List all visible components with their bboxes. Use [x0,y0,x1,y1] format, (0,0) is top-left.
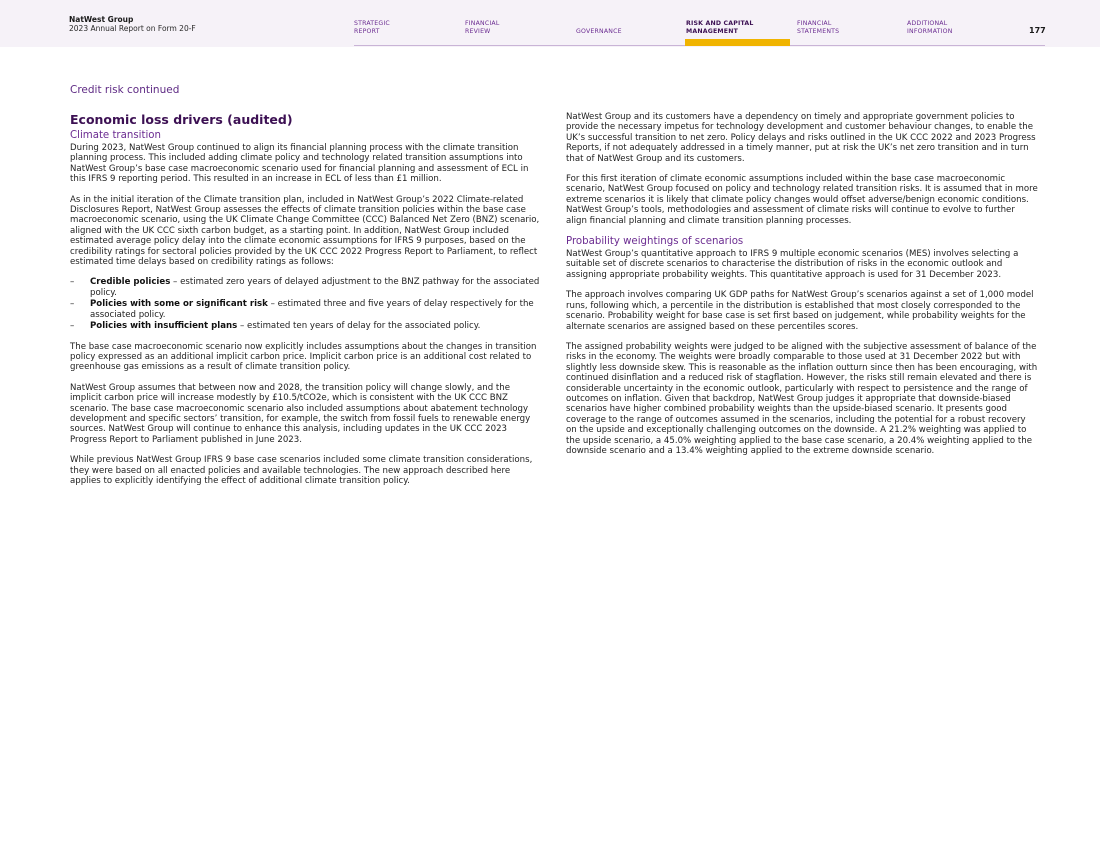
paragraph: NatWest Group and its customers have a dependency on timely and appropriate government policies to provide the necessary impetus for technology development and customer behaviour changes, to enable the UK’s successful transition to net zero. Policy delays and risks outlined in the UK CCC 2022 and 2023 Progress Reports, if not adequately addressed in a timely manner, put at risk the UK’s net zero transition and in turn that of NatWest Group and its customers. [566,112,1036,164]
nav-label-line1: ADDITIONAL [907,20,948,27]
nav-label-line2: REPORT [354,27,380,35]
nav-divider [354,45,685,46]
list-item-term: Policies with some or significant risk [90,299,268,310]
nav-label-line1: GOVERNANCE [576,28,622,35]
paragraph: For this first iteration of climate economic assumptions included within the base case macroeconomic scenario, NatWest Group focused on policy and technology related transition risks. It is assumed that in more extreme scenarios it is likely that climate policy changes would offset adverse/benign economic conditions. NatWest Group’s tools, methodologies and assessment of climate risks will continue to evolve to further align financial planning and climate transition planning processes. [566,174,1038,226]
paragraph: While previous NatWest Group IFRS 9 base case scenarios included some climate transition considerations, they were based on all enacted policies and available technologies. The new approach described here applies to explicitly identifying the effect of additional climate transition policy. [70,455,533,486]
nav-additional-information[interactable] [907,20,987,35]
credibility-list [70,277,542,331]
brand-name: NatWest Group [69,15,134,24]
nav-governance[interactable] [576,28,656,36]
paragraph: As in the initial iteration of the Climate transition plan, included in NatWest Group’s 2022 Climate-related Disclosures Report, NatWest Group assesses the effects of climate transition policies within the base case macroeconomic scenario, using the UK Climate Change Committee (CCC) Balanced Net Zero (BNZ) scenario, aligned with the UK CCC sixth carbon budget, as a starting point. In addition, NatWest Group included estimated average policy delay into the climate economic assumptions for IFRS 9 purposes, based on the credibility ratings for sectoral policies provided by the UK CCC 2022 Progress Report to Parliament, to reflect estimated time delays based on credibility ratings as follows: [70,194,540,268]
nav-financial-statements[interactable] [797,20,877,35]
nav-label-line1: FINANCIAL [797,20,832,27]
nav-financial-review[interactable] [465,20,545,35]
paragraph: The assigned probability weights were judged to be aligned with the subjective assessment of balance of the risks in the economy. The weights were broadly comparable to those used at 31 December 2022 but with slightly less downside skew. This is reasonable as the inflation outturn since then has been encouraging, with continued disinflation and a reduced risk of stagflation. However, the risks still remain elevated and there is considerable uncertainty in the economic outlook, particularly with respect to persistence and the range of outcomes on inflation. Given that backdrop, NatWest Group judges it appropriate that downside-biased scenarios have higher combined probability weights than the upside-biased scenario. It presents good coverage to the range of outcomes assumed in the scenarios, including the potential for a robust recovery on the upside and exceptionally challenging outcomes on the downside. A 21.2% weighting was applied to the upside scenario, a 45.0% weighting applied to the base case scenario, a 20.4% weighting applied to the downside scenario and a 13.4% weighting applied to the extreme downside scenario. [566,341,1038,456]
nav-label-line1: FINANCIAL [465,20,500,27]
left-column [70,112,542,496]
right-column [566,112,1038,466]
subheading-probability-weightings: Probability weightings of scenarios [566,236,744,248]
list-item: – Credible policies – estimated zero years of delayed adjustment to the BNZ pathway for the associated policy. [70,277,540,298]
list-item-text: – estimated three and five years of delay respectively for the associated policy. [90,299,534,320]
paragraph: The base case macroeconomic scenario now explicitly includes assumptions about the changes in transition policy expressed as an additional implicit carbon price. Implicit carbon price is an additional cost related to greenhouse gas emissions as a result of climate transition policy. [70,341,537,373]
list-item: – Policies with insufficient plans – estimated ten years of delay for the associated policy. [70,321,481,332]
section-label: Credit risk continued [70,84,180,96]
paragraph: NatWest Group’s quantitative approach to IFRS 9 multiple economic scenarios (MES) involves selecting a suitable set of discrete scenarios to characterise the distribution of risks in the economic outlook and assigning appropriate probability weights. This quantitative approach is used for 31 December 2023. [566,249,1019,280]
list-item-term: Policies with insufficient plans [90,321,238,332]
header-bar [0,0,1100,47]
nav-label-line2: MANAGEMENT [686,27,739,35]
nav-label-line2: REVIEW [465,27,491,35]
active-section-indicator [685,39,790,46]
list-item-text: – estimated zero years of delayed adjustment to the BNZ pathway for the associated policy. [90,277,540,298]
paragraph: NatWest Group assumes that between now and 2028, the transition policy will change slowly, and the implicit carbon price will increase modestly by £10.5/tCO2e, which is consistent with the UK CCC BNZ scenario. The base case macroeconomic scenario also included assumptions about abatement technology development and specific sectors’ transition, for example, the switch from fossil fuels to renewable energy sources. NatWest Group will continue to enhance this analysis, including updates in the UK CCC 2023 Progress Report to Parliament published in June 2023. [70,382,531,445]
list-item-text: – estimated ten years of delay for the associated policy. [237,321,481,332]
nav-label-line1: STRATEGIC [354,20,390,27]
list-item: – Policies with some or significant risk – estimated three and five years of delay respectively for the associated policy. [70,299,534,320]
nav-label-line1: RISK AND CAPITAL [686,20,754,27]
paragraph: The approach involves comparing UK GDP paths for NatWest Group’s scenarios against a set of 1,000 model runs, following which, a percentile in the distribution is established that most closely corresponded to the scenario. Probability weight for base case is set first based on judgement, while probability weights for the alternate scenarios are assigned based on these percentiles scores. [566,290,1034,332]
paragraph: During 2023, NatWest Group continued to align its financial planning process with the climate transition planning process. This included adding climate policy and technology related transition assumptions into NatWest Group’s base case macroeconomic scenario used for financial planning and assessment of ECL in this IFRS 9 reporting period. This resulted in an increase in ECL of less than £1 million. [70,143,529,185]
nav-divider [790,45,1045,46]
report-title: 2023 Annual Report on Form 20-F [69,24,196,33]
list-item-term: Credible policies [90,277,171,288]
brand-block [69,15,196,33]
subheading-climate-transition: Climate transition [70,130,161,141]
nav-strategic-report[interactable] [354,20,434,35]
page-number: 177 [1029,26,1046,35]
nav-label-line2: INFORMATION [907,27,953,35]
nav-risk-capital-management[interactable] [686,20,766,35]
page-heading: Economic loss drivers (audited) [70,112,293,127]
nav-label-line2: STATEMENTS [797,27,840,35]
